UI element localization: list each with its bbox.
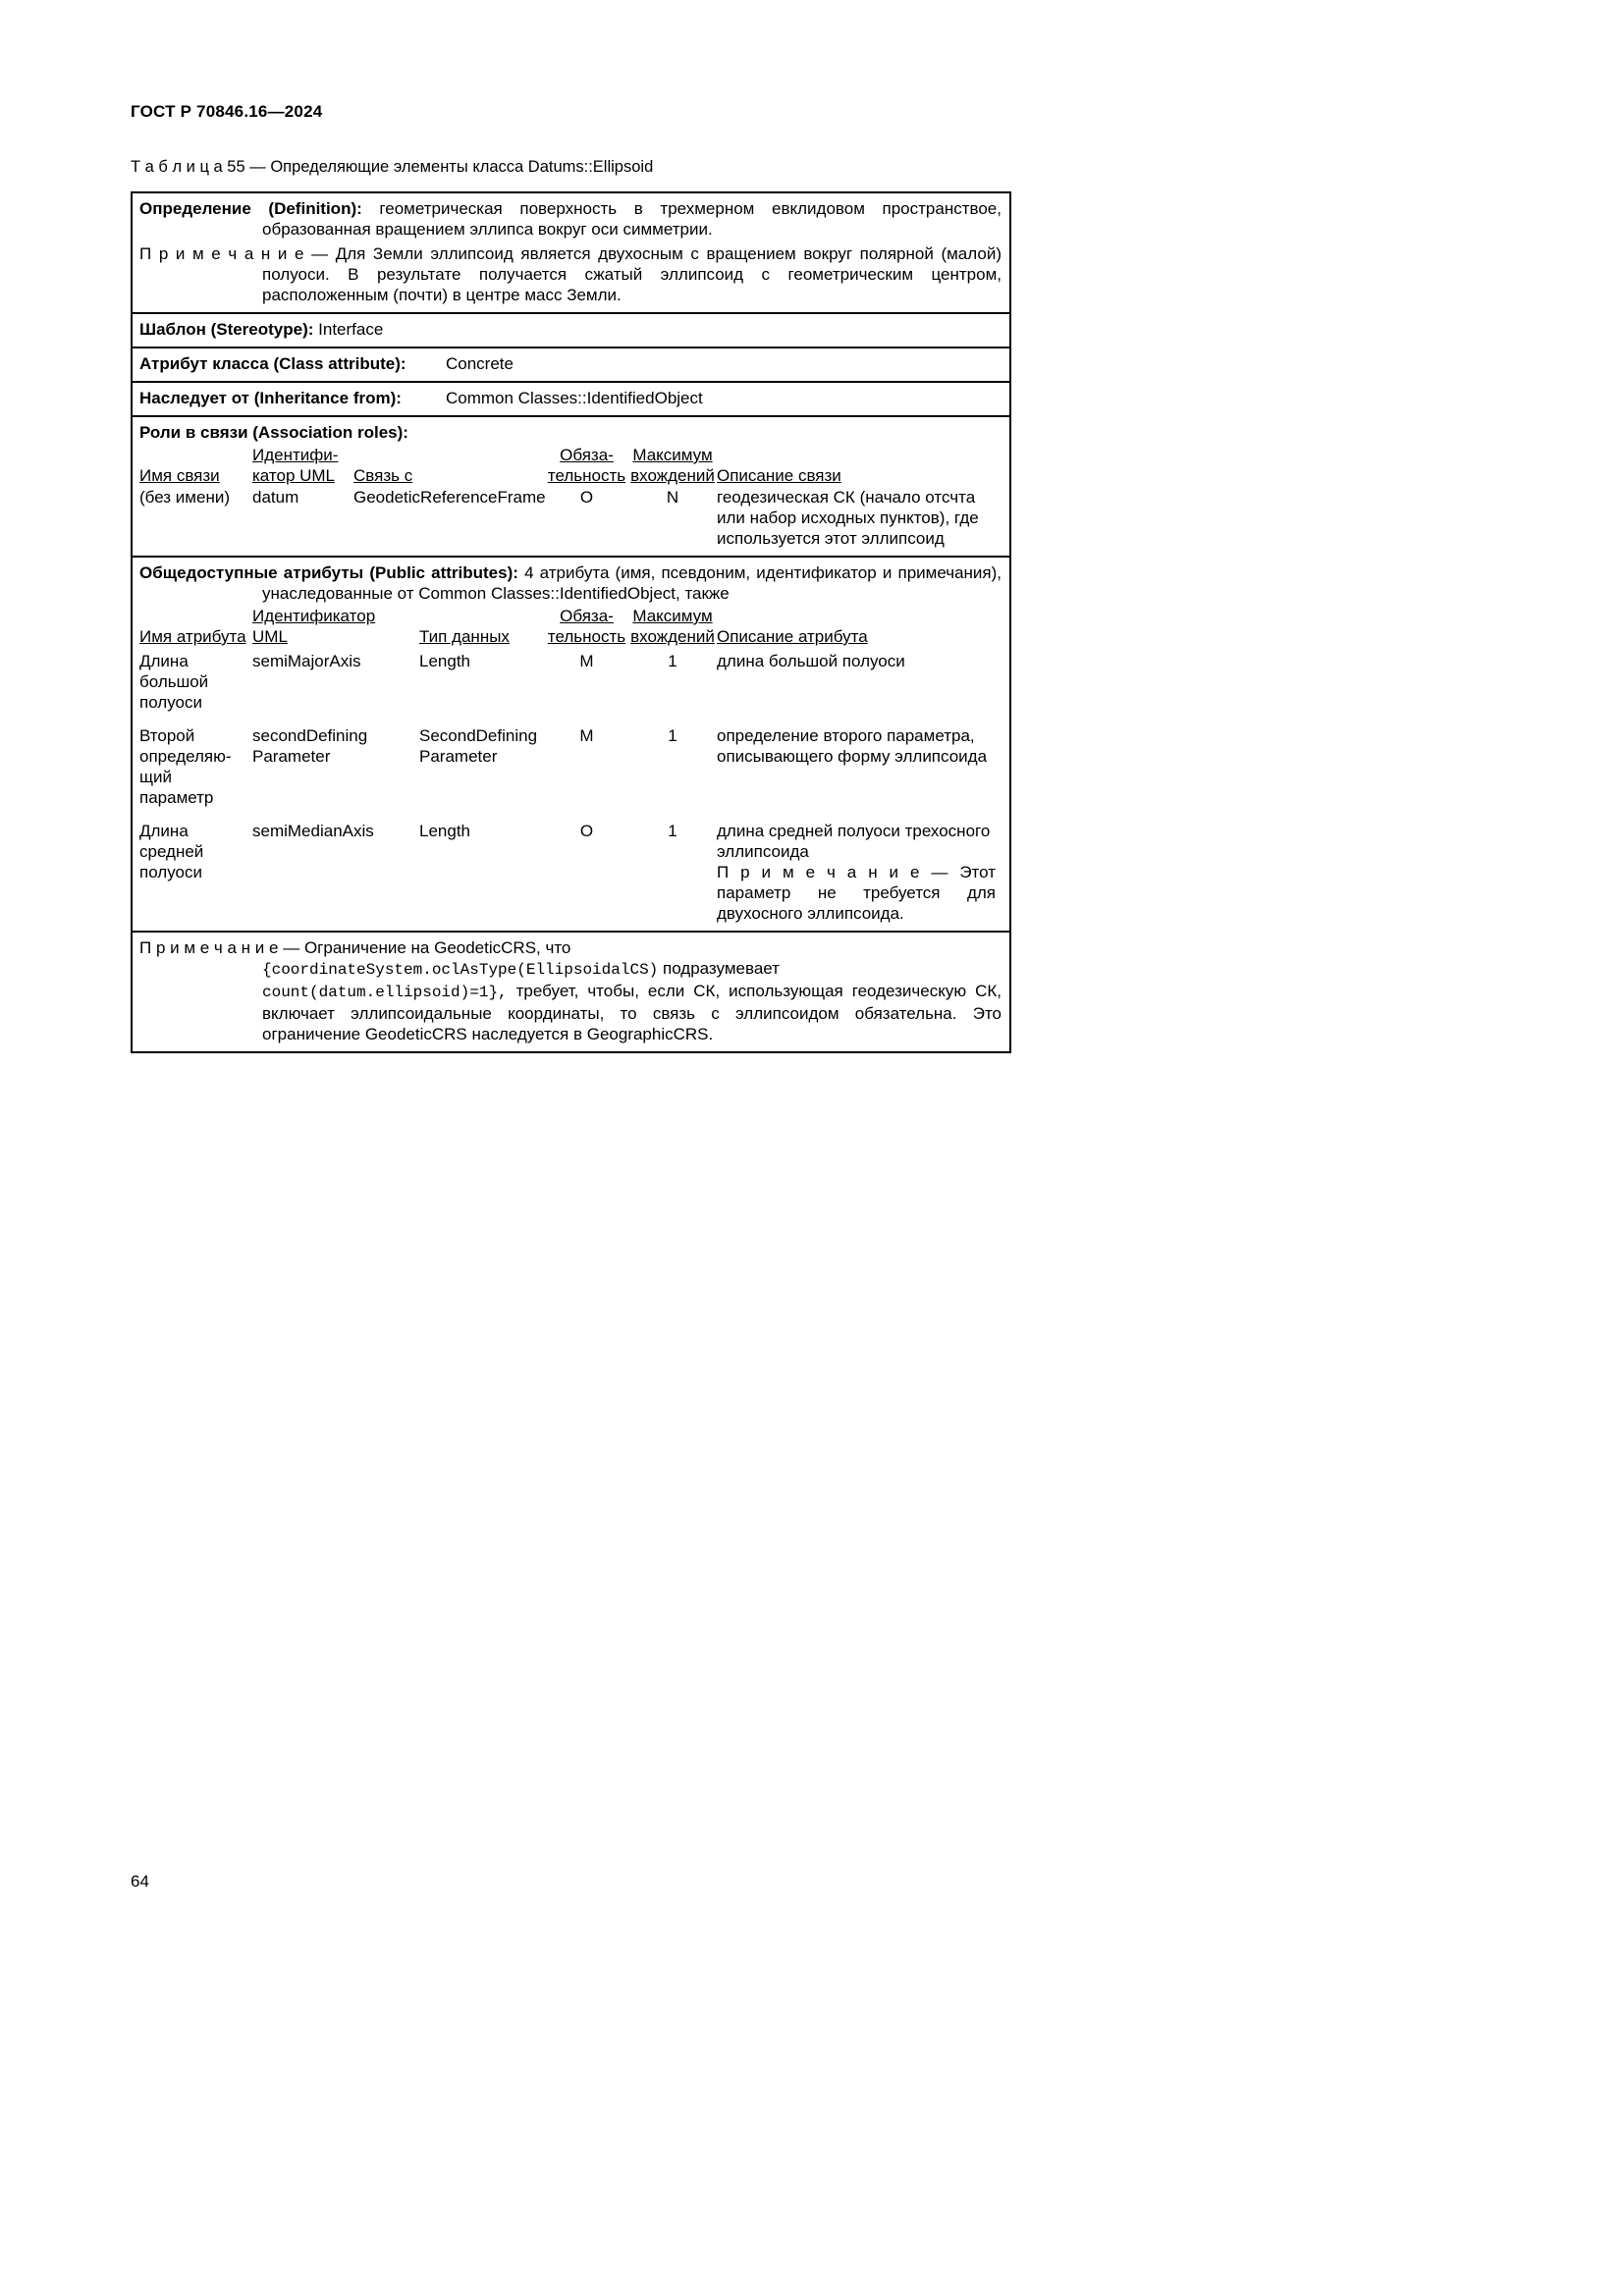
constraint-text-2: требует, чтобы, если СК, использующая геодезическую СК, включает эллипсоидальные координаты, то связь с эллипсоидом обязательна. Это ограничение GeodeticCRS наследуется в GeographicCRS.	[262, 982, 1001, 1043]
table-caption-label: Т а б л и ц а 55	[131, 158, 245, 176]
attr-name-cell: Второй определяю-щий параметр	[139, 726, 232, 807]
definition-section	[133, 193, 1009, 314]
attr-max-cell: 1	[668, 652, 677, 670]
inheritance-label: Наследует от (Inheritance from):	[139, 389, 402, 407]
attr-max-cell: 1	[668, 726, 677, 745]
constraint-note-body	[139, 981, 1001, 1044]
stereotype-label: Шаблон (Stereotype):	[139, 320, 314, 339]
attr-obligation-cell: М	[579, 652, 594, 670]
col-role-uml-id: Идентифи- катор UML	[252, 446, 339, 485]
definition-text: геометрическая поверхность в трехмерном евклидовом пространствое, образованная вращением эллипса вокруг оси симметрии.	[262, 199, 1001, 239]
attr-note-label: П р и м е ч а н и е	[717, 863, 920, 881]
attr-description-text: длина средней полуоси трехосного эллипсоида	[717, 822, 991, 861]
doc-number: ГОСТ Р 70846.16—2024	[131, 102, 323, 121]
attr-description-cell: длина большой полуоси	[717, 652, 905, 670]
public-attributes-label: Общедоступные атрибуты (Public attributes):	[139, 563, 518, 582]
col-role-max: Максимум вхождений	[630, 446, 715, 485]
role-uml-id-cell: datum	[252, 488, 299, 507]
attr-description-cell: определение второго параметра, описывающего форму эллипсоида	[717, 726, 988, 766]
association-roles-header	[139, 445, 1001, 486]
col-attr-description: Описание атрибута	[717, 627, 868, 646]
col-role-description: Описание связи	[717, 466, 841, 485]
role-obligation-cell: О	[579, 488, 594, 507]
role-name-cell: (без имени)	[139, 488, 230, 507]
inheritance-value: Common Classes::IdentifiedObject	[446, 389, 703, 407]
constraint-code-2: count(datum.ellipsoid)=1},	[262, 984, 508, 1001]
definition-note-label: П р и м е ч а н и е	[139, 244, 304, 263]
stereotype-row	[133, 314, 1009, 348]
public-attributes-intro-text: 4 атрибута (имя, псевдоним, идентификатор и примечания), унаследованные от Common Classes::IdentifiedObject, также	[262, 563, 1002, 603]
definition-paragraph	[139, 198, 1001, 240]
attr-description-note	[717, 862, 996, 924]
constraint-text-1: подразумевает	[663, 959, 780, 978]
class-attribute-label: Атрибут класса (Class attribute):	[139, 354, 406, 373]
attr-obligation-cell: О	[579, 822, 594, 840]
attr-type-cell: SecondDefining Parameter	[419, 726, 538, 766]
definition-label: Определение (Definition):	[139, 199, 362, 218]
page-number: 64	[131, 1872, 149, 1891]
col-attr-name: Имя атрибута	[139, 627, 246, 646]
class-definition-table	[131, 191, 1011, 1053]
role-link-to-cell: GeodeticReferenceFrame	[353, 488, 546, 507]
constraint-note-line2	[139, 958, 1001, 981]
table-caption-dash: —	[249, 158, 266, 176]
stereotype-value: Interface	[318, 320, 384, 339]
attribute-row	[139, 725, 1001, 808]
inheritance-row	[133, 383, 1009, 417]
role-max-cell: N	[666, 488, 679, 507]
attr-uml-id-cell: semiMedianAxis	[252, 822, 374, 840]
attr-uml-id-cell: semiMajorAxis	[252, 652, 361, 670]
definition-note-text: — Для Земли эллипсоид является двухосным с вращением вокруг полярной (малой) полуоси. В результате получается сжатый эллипсоид с геометрическим центром, расположенным (почти) в центре масс Земли.	[262, 244, 1001, 304]
class-attribute-row	[133, 348, 1009, 383]
col-attr-uml-id: Идентификатор UML	[252, 607, 376, 646]
association-role-row	[139, 487, 1001, 549]
public-attributes-header	[139, 606, 1001, 647]
col-role-link-to: Связь с	[353, 466, 413, 485]
col-attr-type: Тип данных	[419, 627, 510, 646]
table-caption-text: Определяющие элементы класса Datums::Ellipsoid	[270, 158, 654, 176]
col-role-name: Имя связи	[139, 466, 220, 485]
class-attribute-value: Concrete	[446, 354, 514, 373]
attr-max-cell: 1	[668, 822, 677, 840]
constraint-note-label: П р и м е ч а н и е	[139, 938, 279, 957]
constraint-note-intro: — Ограничение на GeodeticCRS, что	[283, 938, 571, 957]
attr-uml-id-cell: secondDefining Parameter	[252, 726, 368, 766]
attr-name-cell: Длина средней полуоси	[139, 822, 204, 881]
col-role-obligation: Обяза- тельность	[547, 446, 626, 485]
col-attr-max: Максимум вхождений	[630, 607, 715, 646]
association-roles-section	[133, 417, 1009, 558]
role-description-cell: геодезическая СК (начало отсчта или набор исходных пунктов), где используется этот эллипсоид	[717, 488, 979, 548]
attr-note-text: — Этот параметр не требуется для двухосного эллипсоида.	[717, 863, 996, 923]
attr-type-cell: Length	[419, 822, 470, 840]
constraint-note-section	[133, 933, 1009, 1051]
attr-obligation-cell: М	[579, 726, 594, 745]
constraint-code-1: {coordinateSystem.oclAsType(EllipsoidalCS)	[262, 961, 659, 979]
col-attr-obligation: Обяза- тельность	[547, 607, 626, 646]
attr-description-cell	[717, 821, 1001, 924]
attr-type-cell: Length	[419, 652, 470, 670]
public-attributes-section	[133, 558, 1009, 933]
page-content	[131, 0, 1011, 1053]
definition-note	[139, 243, 1001, 305]
constraint-note-line1	[139, 937, 1001, 958]
public-attributes-intro	[139, 562, 1001, 604]
attribute-row	[139, 821, 1001, 924]
attr-name-cell: Длина большой полуоси	[139, 652, 209, 712]
attribute-row	[139, 651, 1001, 713]
table-caption	[131, 157, 1011, 178]
association-roles-label: Роли в связи (Association roles):	[139, 423, 408, 442]
